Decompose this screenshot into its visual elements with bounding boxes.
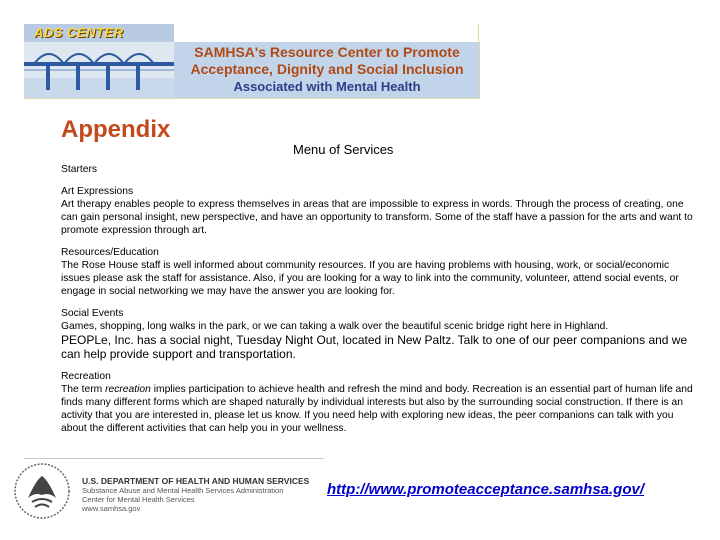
section-social-events: [61, 307, 701, 361]
header-banner: [24, 24, 480, 99]
hhs-agency-block: [82, 476, 322, 513]
section-body: Games, shopping, long walks in the park, or we can taking a walk over the beautiful scenic bridge right here in Highland.: [61, 321, 609, 332]
section-body-emphasis: recreation: [105, 384, 151, 395]
header-divider: [478, 24, 479, 98]
section-heading: Social Events: [61, 308, 124, 319]
bridge-logo-image: [24, 24, 174, 98]
section-body-prefix: The term: [61, 384, 106, 395]
section-heading: Resources/Education: [61, 247, 159, 258]
section-heading: Art Expressions: [61, 186, 134, 197]
section-art-expressions: [61, 185, 701, 237]
starters-label: Starters: [61, 164, 98, 175]
hhs-subline-2: Center for Mental Health Services: [82, 495, 195, 504]
ads-center-logo-text: ADS CENTER: [34, 25, 124, 40]
section-body-rest: implies participation to achieve health and refresh the mind and body. Recreation is an essential part of human life and finds many different forms which are shaped naturally by individual interests but also by the surrounding social construction. If there is an activity that you are interested in, please let us know. If you need help with exploring new ideas, the peer companions can talk with you about the different activities that can help you in your wellness.: [61, 384, 693, 434]
hhs-subline-3: www.samhsa.gov: [82, 504, 141, 513]
section-heading: Recreation: [61, 371, 111, 382]
section-resources-education: [61, 246, 701, 298]
section-body: [61, 383, 701, 435]
content: [61, 163, 701, 444]
hhs-subline-1: Substance Abuse and Mental Health Services Administration: [82, 486, 284, 495]
hhs-eagle-logo-icon: [12, 462, 72, 520]
section-recreation: [61, 370, 701, 435]
banner-line-2: Acceptance, Dignity and Social Inclusion: [190, 61, 464, 77]
section-body: Art therapy enables people to express themselves in areas that are impossible to express in words. Through the process of creating, one can gain personal insight, new perspective, and have an opportunity to transform. Some of the staff have a passion for the arts and want to promote expression through art.: [61, 199, 693, 236]
samhsa-banner: [174, 42, 480, 98]
section-body: The Rose House staff is well informed about community resources. If you are having problems with housing, work, or social/economic issues please ask the staff for assistance. Also, if you are looking for a way to link into the community, volunteer, attend social events, or engage in social networking we may have the answer you are looking for.: [61, 260, 679, 297]
section-body-extra: PEOPLe, Inc. has a social night, Tuesday Night Out, located in New Paltz. Talk to one of our peer companions and we can help provide support and transportation.: [61, 333, 688, 361]
menu-title: Menu of Services: [293, 142, 394, 157]
promote-acceptance-link[interactable]: http://www.promoteacceptance.samhsa.gov/: [327, 481, 645, 498]
banner-line-1: SAMHSA's Resource Center to Promote: [194, 44, 460, 60]
hhs-title: U.S. DEPARTMENT OF HEALTH AND HUMAN SERVICES: [82, 476, 310, 486]
footer-divider: [24, 458, 324, 459]
hhs-subline: [82, 486, 322, 513]
banner-line-3: Associated with Mental Health: [233, 79, 421, 94]
page-title: Appendix: [61, 116, 171, 143]
